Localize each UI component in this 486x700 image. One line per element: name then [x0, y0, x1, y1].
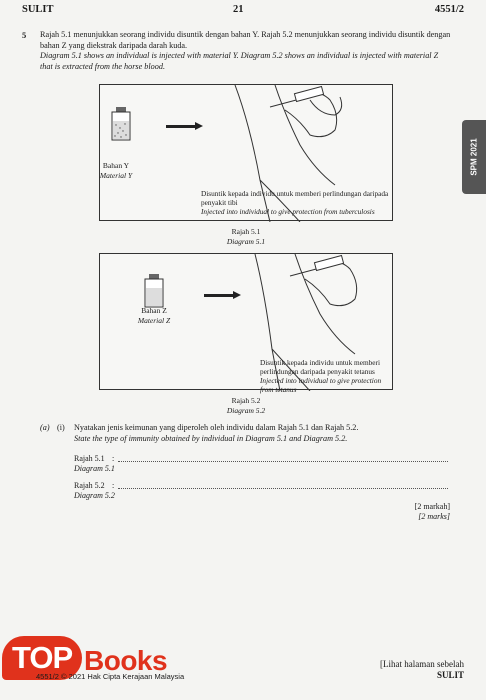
diagram-5-1: [99, 84, 393, 221]
answer-5-2-en: Diagram 5.2: [74, 490, 115, 500]
marks-ms: [2 markah]: [414, 502, 450, 511]
intro-english: Diagram 5.1 shows an individual is injected with material Y. Diagram 5.2 shows an individual is injected with material Z that is extracted from the horse blood.: [40, 51, 439, 71]
marks-en: [2 marks]: [418, 512, 450, 521]
logo-top-text: TOP: [2, 636, 82, 680]
part-a-text-en: State the type of immunity obtained by individual in Diagram 5.1 and Diagram 5.2.: [74, 433, 348, 443]
diagram1-desc-en: Injected into individual to give protection from tuberculosis: [201, 207, 375, 216]
year-side-tab: [462, 120, 486, 194]
footer-right: [380, 659, 464, 681]
part-a-sub-label: (i): [57, 423, 65, 432]
part-a-text-ms: Nyatakan jenis keimunan yang diperoleh oleh individu dalam Rajah 5.1 dan Rajah 5.2.: [74, 423, 359, 432]
part-a-label: (a): [40, 423, 50, 432]
topbooks-logo: [2, 636, 186, 696]
diagram-5-2: [99, 253, 393, 394]
marks-allocation: [415, 502, 450, 522]
caption-5-1-en: Diagram 5.1: [226, 236, 266, 246]
arrow-icon: [204, 294, 234, 297]
part-a-text: [74, 423, 454, 444]
footer-sulit: SULIT: [436, 670, 464, 680]
footer-copyright: 4551/2 © 2021 Hak Cipta Kerajaan Malaysia: [36, 672, 185, 681]
answer-5-2-dotted-line[interactable]: [118, 488, 448, 489]
side-tab-label: SPM 2021: [469, 138, 479, 176]
caption-5-1-ms: Rajah 5.1: [231, 227, 261, 236]
answer-5-2-ms: Rajah 5.2: [74, 481, 105, 490]
question-number: 5: [22, 30, 27, 40]
caption-5-1: [186, 227, 306, 246]
material-y-label: [86, 161, 146, 180]
question-intro: [40, 30, 452, 72]
answer-5-1-colon: :: [112, 454, 115, 463]
page-number: 21: [233, 4, 244, 15]
answer-5-1-en: Diagram 5.1: [74, 463, 115, 473]
answer-5-2-colon: :: [112, 481, 115, 490]
answer-5-1-ms: Rajah 5.1: [74, 454, 105, 463]
material-z-en: Material Z: [137, 315, 171, 325]
intro-malay: Rajah 5.1 menunjukkan seorang individu disuntik dengan bahan Y. Rajah 5.2 menunjukkan seorang individu disuntik dengan bahan Z yang diekstrak daripada darah kuda.: [40, 30, 451, 50]
answer-line-5-2[interactable]: [74, 481, 454, 500]
diagram1-description: [201, 189, 401, 216]
material-z-label: [124, 306, 184, 325]
diagram2-desc-ms: Disuntik kepada individu untuk memberi perlindungan daripada penyakit tetanus: [260, 358, 380, 376]
header-sulit: SULIT: [22, 4, 54, 15]
caption-5-2-en: Diagram 5.2: [226, 405, 266, 415]
arrow-icon: [166, 125, 196, 128]
diagram2-description: [260, 358, 390, 394]
caption-5-2: [186, 396, 306, 415]
material-y-ms: Bahan Y: [102, 161, 130, 170]
answer-5-1-dotted-line[interactable]: [118, 461, 448, 462]
diagram2-desc-en: Injected into individual to give protection from tetanus: [260, 376, 382, 394]
caption-5-2-ms: Rajah 5.2: [231, 396, 261, 405]
logo-books-text: Books: [84, 645, 168, 676]
material-z-ms: Bahan Z: [141, 306, 167, 315]
paper-code: 4551/2: [434, 4, 464, 15]
footer-next-page: [Lihat halaman sebelah: [380, 659, 464, 669]
material-y-en: Material Y: [99, 170, 133, 180]
diagram1-desc-ms: Disuntik kepada individu untuk memberi perlindungan daripada penyakit tibi: [201, 189, 389, 207]
answer-line-5-1[interactable]: [74, 454, 454, 473]
